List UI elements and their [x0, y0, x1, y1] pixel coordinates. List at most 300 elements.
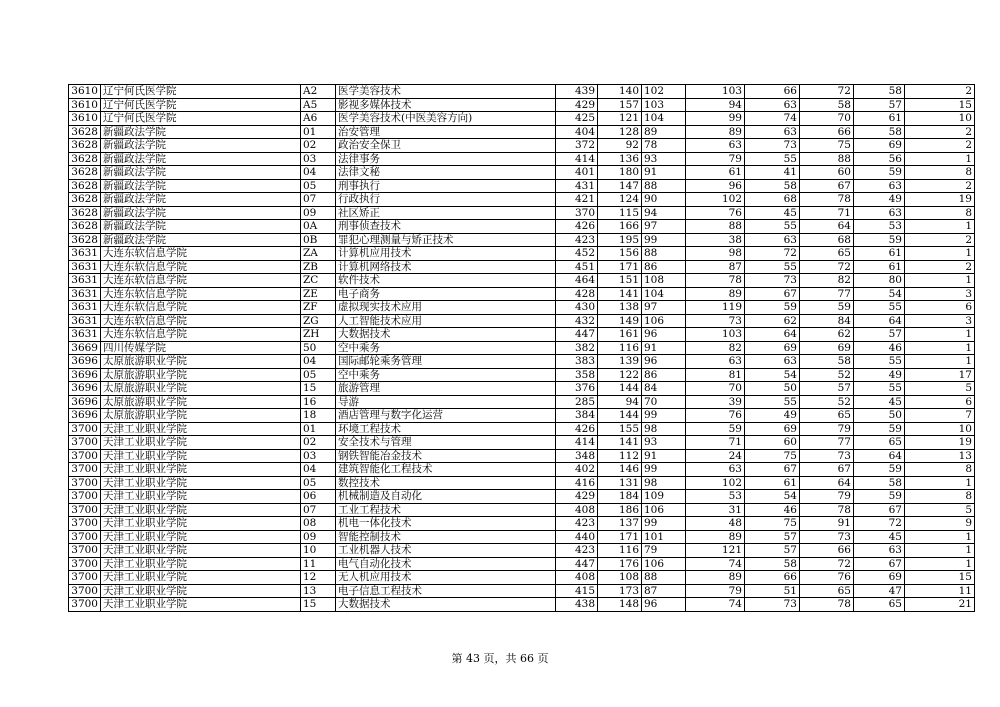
cell-school-code: 3631	[69, 287, 101, 301]
cell-major-name: 计算机应用技术	[336, 247, 556, 261]
cell-rank: 1	[905, 476, 975, 490]
cell-rank: 1	[905, 544, 975, 558]
cell-score-f: 45	[854, 395, 905, 409]
cell-score-d: 51	[745, 584, 800, 598]
cell-score-f: 72	[854, 517, 905, 531]
cell-school-code: 3696	[69, 395, 101, 409]
cell-rank: 8	[905, 463, 975, 477]
cell-school-name: 四川传媒学院	[101, 341, 301, 355]
cell-major-name: 社区矫正	[336, 206, 556, 220]
table-row	[69, 368, 975, 382]
cell-score-c: 79	[686, 152, 745, 166]
cell-major-name: 医学美容技术	[336, 85, 556, 99]
cell-school-code: 3669	[69, 341, 101, 355]
cell-major-code: 07	[301, 503, 336, 517]
cell-score-total: 464	[556, 274, 598, 288]
cell-score-f: 69	[854, 139, 905, 153]
cell-school-code: 3610	[69, 98, 101, 112]
cell-score-a: 122	[598, 368, 642, 382]
cell-score-b: 97	[642, 301, 686, 315]
cell-score-d: 45	[745, 206, 800, 220]
table-row	[69, 557, 975, 571]
cell-school-code: 3628	[69, 139, 101, 153]
cell-major-name: 虚拟现实技术应用	[336, 301, 556, 315]
cell-score-total: 429	[556, 490, 598, 504]
cell-score-f: 80	[854, 274, 905, 288]
cell-score-total: 426	[556, 220, 598, 234]
cell-rank: 2	[905, 139, 975, 153]
cell-major-code: 10	[301, 544, 336, 558]
cell-score-e: 91	[800, 517, 854, 531]
cell-score-total: 415	[556, 584, 598, 598]
cell-score-b: 98	[642, 476, 686, 490]
cell-score-e: 68	[800, 233, 854, 247]
cell-school-name: 大连东软信息学院	[101, 314, 301, 328]
cell-score-d: 73	[745, 598, 800, 612]
cell-score-b: 98	[642, 422, 686, 436]
cell-score-a: 195	[598, 233, 642, 247]
table-row	[69, 517, 975, 531]
cell-score-e: 72	[800, 85, 854, 99]
cell-school-code: 3631	[69, 247, 101, 261]
cell-score-b: 104	[642, 287, 686, 301]
cell-major-code: 18	[301, 409, 336, 423]
table-row	[69, 220, 975, 234]
table-row	[69, 341, 975, 355]
cell-score-a: 108	[598, 571, 642, 585]
cell-score-f: 58	[854, 85, 905, 99]
cell-rank: 1	[905, 530, 975, 544]
cell-score-d: 72	[745, 247, 800, 261]
cell-score-total: 452	[556, 247, 598, 261]
cell-score-d: 49	[745, 409, 800, 423]
cell-score-d: 57	[745, 530, 800, 544]
cell-score-b: 96	[642, 598, 686, 612]
cell-major-code: 07	[301, 193, 336, 207]
cell-major-code: 0B	[301, 233, 336, 247]
table-row	[69, 179, 975, 193]
cell-score-e: 79	[800, 490, 854, 504]
cell-score-d: 69	[745, 341, 800, 355]
cell-score-f: 50	[854, 409, 905, 423]
cell-score-total: 432	[556, 314, 598, 328]
cell-rank: 1	[905, 328, 975, 342]
cell-school-name: 新疆政法学院	[101, 233, 301, 247]
cell-score-c: 119	[686, 301, 745, 315]
cell-major-code: 0A	[301, 220, 336, 234]
table-row	[69, 382, 975, 396]
cell-school-name: 大连东软信息学院	[101, 301, 301, 315]
cell-school-code: 3700	[69, 571, 101, 585]
cell-school-code: 3628	[69, 152, 101, 166]
table-row	[69, 152, 975, 166]
cell-school-name: 太原旅游职业学院	[101, 355, 301, 369]
cell-score-e: 66	[800, 125, 854, 139]
table-row	[69, 328, 975, 342]
cell-major-name: 旅游管理	[336, 382, 556, 396]
cell-school-code: 3696	[69, 382, 101, 396]
cell-score-b: 97	[642, 220, 686, 234]
cell-score-e: 72	[800, 557, 854, 571]
cell-score-b: 106	[642, 314, 686, 328]
cell-score-e: 77	[800, 287, 854, 301]
cell-major-code: 01	[301, 422, 336, 436]
cell-score-total: 423	[556, 517, 598, 531]
cell-score-a: 149	[598, 314, 642, 328]
cell-score-b: 90	[642, 193, 686, 207]
cell-major-name: 行政执行	[336, 193, 556, 207]
cell-major-code: 08	[301, 517, 336, 531]
cell-rank: 3	[905, 314, 975, 328]
cell-score-a: 151	[598, 274, 642, 288]
cell-major-name: 智能控制技术	[336, 530, 556, 544]
cell-major-code: 03	[301, 449, 336, 463]
cell-score-b: 87	[642, 584, 686, 598]
cell-score-c: 87	[686, 260, 745, 274]
cell-rank: 5	[905, 382, 975, 396]
cell-rank: 1	[905, 152, 975, 166]
table-row	[69, 490, 975, 504]
cell-school-name: 新疆政法学院	[101, 166, 301, 180]
cell-score-d: 58	[745, 557, 800, 571]
cell-score-a: 147	[598, 179, 642, 193]
cell-score-c: 39	[686, 395, 745, 409]
cell-score-d: 41	[745, 166, 800, 180]
cell-score-c: 102	[686, 476, 745, 490]
cell-score-e: 78	[800, 598, 854, 612]
cell-score-f: 55	[854, 382, 905, 396]
cell-score-a: 148	[598, 598, 642, 612]
cell-score-e: 71	[800, 206, 854, 220]
cell-score-total: 447	[556, 557, 598, 571]
cell-score-b: 106	[642, 503, 686, 517]
cell-school-name: 太原旅游职业学院	[101, 395, 301, 409]
cell-major-code: 09	[301, 206, 336, 220]
cell-score-a: 140	[598, 85, 642, 99]
cell-score-f: 49	[854, 368, 905, 382]
cell-school-name: 天津工业职业学院	[101, 517, 301, 531]
cell-rank: 1	[905, 355, 975, 369]
cell-score-c: 79	[686, 584, 745, 598]
cell-score-a: 171	[598, 530, 642, 544]
cell-major-code: 04	[301, 166, 336, 180]
cell-rank: 10	[905, 422, 975, 436]
cell-score-total: 414	[556, 436, 598, 450]
cell-school-name: 新疆政法学院	[101, 152, 301, 166]
cell-major-code: 06	[301, 490, 336, 504]
cell-score-a: 161	[598, 328, 642, 342]
cell-major-code: 15	[301, 598, 336, 612]
cell-score-a: 116	[598, 544, 642, 558]
cell-score-b: 79	[642, 544, 686, 558]
cell-score-c: 89	[686, 530, 745, 544]
table-row	[69, 287, 975, 301]
cell-score-d: 61	[745, 476, 800, 490]
cell-school-code: 3700	[69, 517, 101, 531]
cell-score-a: 121	[598, 112, 642, 126]
cell-score-f: 58	[854, 476, 905, 490]
cell-school-name: 辽宁何氏医学院	[101, 85, 301, 99]
cell-score-f: 69	[854, 571, 905, 585]
cell-rank: 1	[905, 220, 975, 234]
cell-rank: 15	[905, 98, 975, 112]
cell-score-b: 103	[642, 98, 686, 112]
cell-rank: 1	[905, 274, 975, 288]
cell-major-name: 电子商务	[336, 287, 556, 301]
cell-major-code: 05	[301, 179, 336, 193]
cell-score-d: 62	[745, 314, 800, 328]
cell-score-a: 155	[598, 422, 642, 436]
cell-rank: 17	[905, 368, 975, 382]
cell-school-name: 新疆政法学院	[101, 193, 301, 207]
page-footer: 第 43 页，共 66 页	[451, 652, 549, 665]
cell-school-code: 3700	[69, 584, 101, 598]
cell-score-f: 64	[854, 449, 905, 463]
cell-score-b: 89	[642, 125, 686, 139]
table-row	[69, 301, 975, 315]
cell-score-b: 93	[642, 152, 686, 166]
cell-score-total: 382	[556, 341, 598, 355]
cell-major-code: ZC	[301, 274, 336, 288]
cell-score-d: 55	[745, 395, 800, 409]
cell-school-name: 太原旅游职业学院	[101, 382, 301, 396]
cell-score-c: 99	[686, 112, 745, 126]
cell-score-e: 62	[800, 328, 854, 342]
cell-score-d: 54	[745, 368, 800, 382]
cell-score-d: 69	[745, 422, 800, 436]
cell-score-b: 108	[642, 274, 686, 288]
cell-school-code: 3700	[69, 598, 101, 612]
cell-school-code: 3628	[69, 206, 101, 220]
cell-score-total: 430	[556, 301, 598, 315]
cell-rank: 8	[905, 166, 975, 180]
cell-score-e: 82	[800, 274, 854, 288]
table-row	[69, 85, 975, 99]
cell-score-b: 99	[642, 463, 686, 477]
table-row	[69, 166, 975, 180]
cell-rank: 8	[905, 490, 975, 504]
table-row	[69, 571, 975, 585]
cell-school-code: 3628	[69, 220, 101, 234]
cell-score-c: 24	[686, 449, 745, 463]
cell-score-total: 423	[556, 233, 598, 247]
cell-major-code: 02	[301, 436, 336, 450]
cell-score-f: 54	[854, 287, 905, 301]
cell-score-d: 58	[745, 179, 800, 193]
cell-school-code: 3700	[69, 449, 101, 463]
cell-score-c: 48	[686, 517, 745, 531]
cell-score-e: 73	[800, 530, 854, 544]
cell-score-f: 64	[854, 314, 905, 328]
cell-score-e: 70	[800, 112, 854, 126]
cell-score-c: 76	[686, 206, 745, 220]
cell-major-code: 13	[301, 584, 336, 598]
cell-score-c: 78	[686, 274, 745, 288]
cell-score-b: 96	[642, 355, 686, 369]
cell-score-f: 59	[854, 490, 905, 504]
cell-major-name: 工业工程技术	[336, 503, 556, 517]
cell-score-e: 58	[800, 98, 854, 112]
cell-major-code: ZB	[301, 260, 336, 274]
cell-rank: 7	[905, 409, 975, 423]
table-row	[69, 112, 975, 126]
cell-score-c: 103	[686, 328, 745, 342]
cell-school-code: 3700	[69, 503, 101, 517]
cell-score-f: 57	[854, 98, 905, 112]
table-body	[69, 85, 975, 612]
cell-score-total: 428	[556, 287, 598, 301]
cell-score-d: 55	[745, 152, 800, 166]
cell-score-b: 88	[642, 179, 686, 193]
cell-score-d: 74	[745, 112, 800, 126]
cell-score-a: 180	[598, 166, 642, 180]
cell-score-e: 65	[800, 584, 854, 598]
cell-score-c: 102	[686, 193, 745, 207]
table-row	[69, 206, 975, 220]
cell-score-b: 88	[642, 247, 686, 261]
cell-school-name: 太原旅游职业学院	[101, 368, 301, 382]
cell-major-code: ZG	[301, 314, 336, 328]
cell-score-total: 431	[556, 179, 598, 193]
cell-score-c: 38	[686, 233, 745, 247]
cell-school-code: 3610	[69, 112, 101, 126]
cell-score-b: 78	[642, 139, 686, 153]
cell-score-f: 63	[854, 544, 905, 558]
cell-rank: 2	[905, 260, 975, 274]
cell-score-f: 49	[854, 193, 905, 207]
cell-major-code: 09	[301, 530, 336, 544]
cell-score-a: 171	[598, 260, 642, 274]
cell-major-name: 机械制造及自动化	[336, 490, 556, 504]
cell-score-a: 176	[598, 557, 642, 571]
cell-score-a: 184	[598, 490, 642, 504]
cell-score-a: 92	[598, 139, 642, 153]
cell-score-e: 52	[800, 368, 854, 382]
cell-score-f: 56	[854, 152, 905, 166]
cell-rank: 10	[905, 112, 975, 126]
cell-score-d: 55	[745, 260, 800, 274]
cell-score-a: 139	[598, 355, 642, 369]
cell-school-code: 3696	[69, 409, 101, 423]
table-row	[69, 449, 975, 463]
cell-score-f: 65	[854, 436, 905, 450]
table-row	[69, 476, 975, 490]
cell-score-e: 67	[800, 179, 854, 193]
cell-score-f: 59	[854, 233, 905, 247]
cell-school-name: 天津工业职业学院	[101, 490, 301, 504]
cell-score-b: 106	[642, 557, 686, 571]
cell-major-name: 人工智能技术应用	[336, 314, 556, 328]
cell-major-code: 05	[301, 476, 336, 490]
cell-rank: 2	[905, 179, 975, 193]
cell-score-c: 89	[686, 287, 745, 301]
cell-score-c: 71	[686, 436, 745, 450]
cell-score-b: 86	[642, 260, 686, 274]
cell-major-name: 机电一体化技术	[336, 517, 556, 531]
cell-major-code: 16	[301, 395, 336, 409]
cell-score-e: 52	[800, 395, 854, 409]
table-row	[69, 98, 975, 112]
cell-score-a: 112	[598, 449, 642, 463]
cell-score-total: 372	[556, 139, 598, 153]
cell-score-b: 70	[642, 395, 686, 409]
cell-score-d: 63	[745, 355, 800, 369]
cell-school-code: 3628	[69, 193, 101, 207]
cell-score-c: 63	[686, 355, 745, 369]
cell-score-d: 59	[745, 301, 800, 315]
cell-score-total: 423	[556, 544, 598, 558]
table-row	[69, 355, 975, 369]
cell-score-f: 61	[854, 260, 905, 274]
cell-major-name: 刑事执行	[336, 179, 556, 193]
cell-school-code: 3631	[69, 260, 101, 274]
table-row	[69, 503, 975, 517]
cell-major-code: 11	[301, 557, 336, 571]
cell-score-total: 425	[556, 112, 598, 126]
cell-school-name: 天津工业职业学院	[101, 598, 301, 612]
cell-school-name: 大连东软信息学院	[101, 328, 301, 342]
cell-score-a: 166	[598, 220, 642, 234]
cell-score-b: 91	[642, 449, 686, 463]
cell-score-total: 416	[556, 476, 598, 490]
cell-school-name: 新疆政法学院	[101, 220, 301, 234]
cell-major-code: A2	[301, 85, 336, 99]
cell-school-name: 新疆政法学院	[101, 206, 301, 220]
table-row	[69, 233, 975, 247]
cell-major-name: 安全技术与管理	[336, 436, 556, 450]
table-row	[69, 125, 975, 139]
cell-rank: 13	[905, 449, 975, 463]
cell-score-c: 94	[686, 98, 745, 112]
cell-school-code: 3700	[69, 422, 101, 436]
cell-major-name: 电子信息工程技术	[336, 584, 556, 598]
cell-rank: 9	[905, 517, 975, 531]
cell-score-d: 46	[745, 503, 800, 517]
cell-score-d: 64	[745, 328, 800, 342]
cell-score-e: 84	[800, 314, 854, 328]
cell-score-f: 61	[854, 247, 905, 261]
cell-score-e: 79	[800, 422, 854, 436]
cell-school-name: 天津工业职业学院	[101, 557, 301, 571]
cell-school-code: 3610	[69, 85, 101, 99]
cell-school-code: 3631	[69, 274, 101, 288]
table-row	[69, 274, 975, 288]
cell-score-f: 57	[854, 328, 905, 342]
cell-major-name: 空中乘务	[336, 341, 556, 355]
cell-score-total: 376	[556, 382, 598, 396]
cell-score-b: 104	[642, 112, 686, 126]
cell-score-e: 64	[800, 220, 854, 234]
cell-school-code: 3700	[69, 530, 101, 544]
cell-score-f: 67	[854, 503, 905, 517]
cell-score-a: 128	[598, 125, 642, 139]
cell-score-a: 136	[598, 152, 642, 166]
cell-school-code: 3631	[69, 328, 101, 342]
cell-score-b: 99	[642, 233, 686, 247]
cell-score-f: 61	[854, 112, 905, 126]
cell-major-name: 国际邮轮乘务管理	[336, 355, 556, 369]
cell-score-c: 89	[686, 125, 745, 139]
cell-score-a: 173	[598, 584, 642, 598]
cell-score-total: 358	[556, 368, 598, 382]
cell-school-name: 大连东软信息学院	[101, 247, 301, 261]
cell-rank: 2	[905, 85, 975, 99]
cell-school-code: 3628	[69, 233, 101, 247]
cell-rank: 6	[905, 395, 975, 409]
cell-school-name: 天津工业职业学院	[101, 436, 301, 450]
cell-score-d: 63	[745, 125, 800, 139]
cell-score-total: 439	[556, 85, 598, 99]
